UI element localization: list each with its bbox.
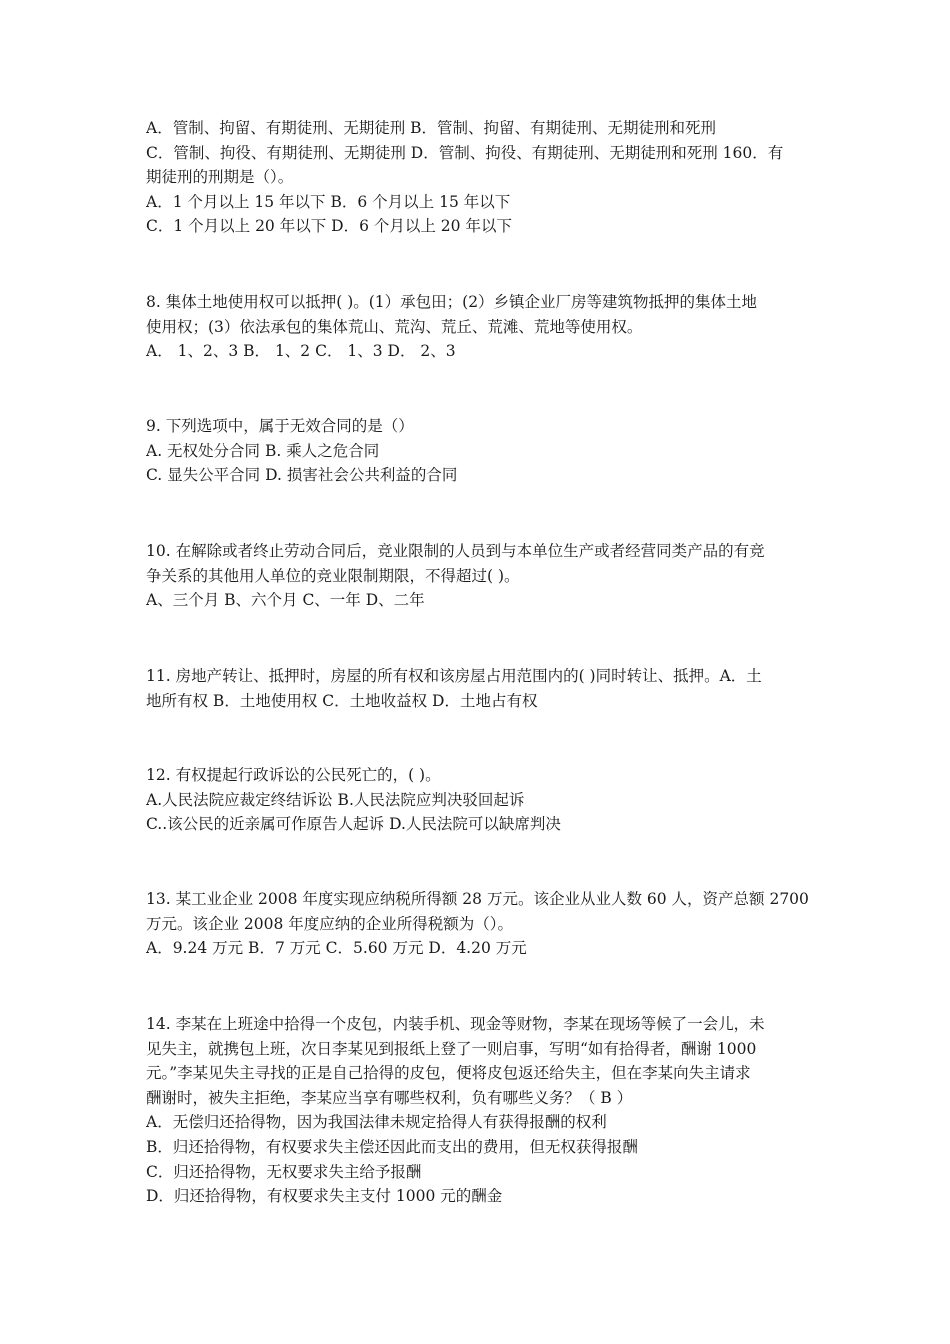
text-line: A．9.24 万元 B．7 万元 C．5.60 万元 D．4.20 万元: [146, 939, 527, 958]
text-line: D．归还拾得物，有权要求失主支付 1000 元的酬金: [146, 1187, 503, 1206]
question-block-criminal-penalties: [146, 116, 810, 239]
text-line: 酬谢时，被失主拒绝，李某应当享有哪些权利，负有哪些义务？（ B ）: [146, 1088, 633, 1107]
text-line: 9. 下列选项中，属于无效合同的是（）: [146, 417, 414, 435]
text-line: 14. 李某在上班途中拾得一个皮包，内装手机、现金等财物，李某在现场等候了一会儿，未: [146, 1015, 765, 1033]
text-line: 12. 有权提起行政诉讼的公民死亡的，( )。: [146, 766, 441, 784]
text-line: 期徒刑的刑期是（）。: [146, 168, 294, 187]
text-line: C．管制、拘役、有期徒刑、无期徒刑 D．管制、拘役、有期徒刑、无期徒刑和死刑 160．有: [146, 143, 784, 162]
text-line: 10. 在解除或者终止劳动合同后，竞业限制的人员到与本单位生产或者经营同类产品的有竞: [146, 542, 765, 560]
text-line: C．1 个月以上 20 年以下 D．6 个月以上 20 年以下: [146, 217, 512, 236]
text-line: 万元。该企业 2008 年度应纳的企业所得税额为（）。: [146, 914, 514, 933]
text-line: 11. 房地产转让、抵押时，房屋的所有权和该房屋占用范围内的( )同时转让、抵押。A．土: [146, 667, 762, 685]
text-line: 13. 某工业企业 2008 年度实现应纳税所得额 28 万元。该企业从业人数 60 人，资产总额 2700: [146, 890, 809, 908]
text-line: A．管制、拘留、有期徒刑、无期徒刑 B．管制、拘留、有期徒刑、无期徒刑和死刑: [146, 119, 717, 137]
text-line: A、三个月 B、六个月 C、一年 D、二年: [146, 591, 425, 610]
text-line: A．无偿归还拾得物，因为我国法律未规定拾得人有获得报酬的权利: [146, 1113, 607, 1132]
question-block-11: [146, 664, 810, 713]
text-line: C．归还拾得物，无权要求失主给予报酬: [146, 1162, 422, 1181]
text-line: 地所有权 B．土地使用权 C．土地收益权 D．土地占有权: [146, 691, 538, 710]
question-block-8: [146, 290, 810, 364]
text-line: C. 显失公平合同 D. 损害社会公共利益的合同: [146, 466, 458, 485]
question-block-12: [146, 763, 810, 837]
question-block-14: [146, 1012, 810, 1209]
question-block-10: [146, 539, 810, 613]
text-line: A． 1、2、3 B． 1、2 C． 1、3 D． 2、3: [146, 342, 456, 361]
text-line: A．1 个月以上 15 年以下 B．6 个月以上 15 年以下: [146, 192, 511, 211]
text-line: 元。”李某见失主寻找的正是自己拾得的皮包，便将皮包返还给失主，但在李某向失主请求: [146, 1064, 751, 1083]
text-line: 8. 集体土地使用权可以抵押( )。(1）承包田；(2）乡镇企业厂房等建筑物抵押的集体土地: [146, 293, 758, 311]
text-line: 使用权；(3）依法承包的集体荒山、荒沟、荒丘、荒滩、荒地等使用权。: [146, 317, 643, 336]
text-line: A.人民法院应裁定终结诉讼 B.人民法院应判决驳回起诉: [146, 790, 525, 809]
text-line: C..该公民的近亲属可作原告人起诉 D.人民法院可以缺席判决: [146, 815, 561, 834]
text-line: A. 无权处分合同 B. 乘人之危合同: [146, 441, 380, 460]
text-line: B．归还拾得物，有权要求失主偿还因此而支出的费用，但无权获得报酬: [146, 1137, 638, 1156]
text-line: 争关系的其他用人单位的竞业限制期限，不得超过( )。: [146, 566, 520, 585]
question-block-9: [146, 414, 810, 488]
text-line: 见失主，就携包上班，次日李某见到报纸上登了一则启事，写明“如有拾得者，酬谢 1000: [146, 1039, 757, 1058]
question-block-13: [146, 887, 810, 961]
